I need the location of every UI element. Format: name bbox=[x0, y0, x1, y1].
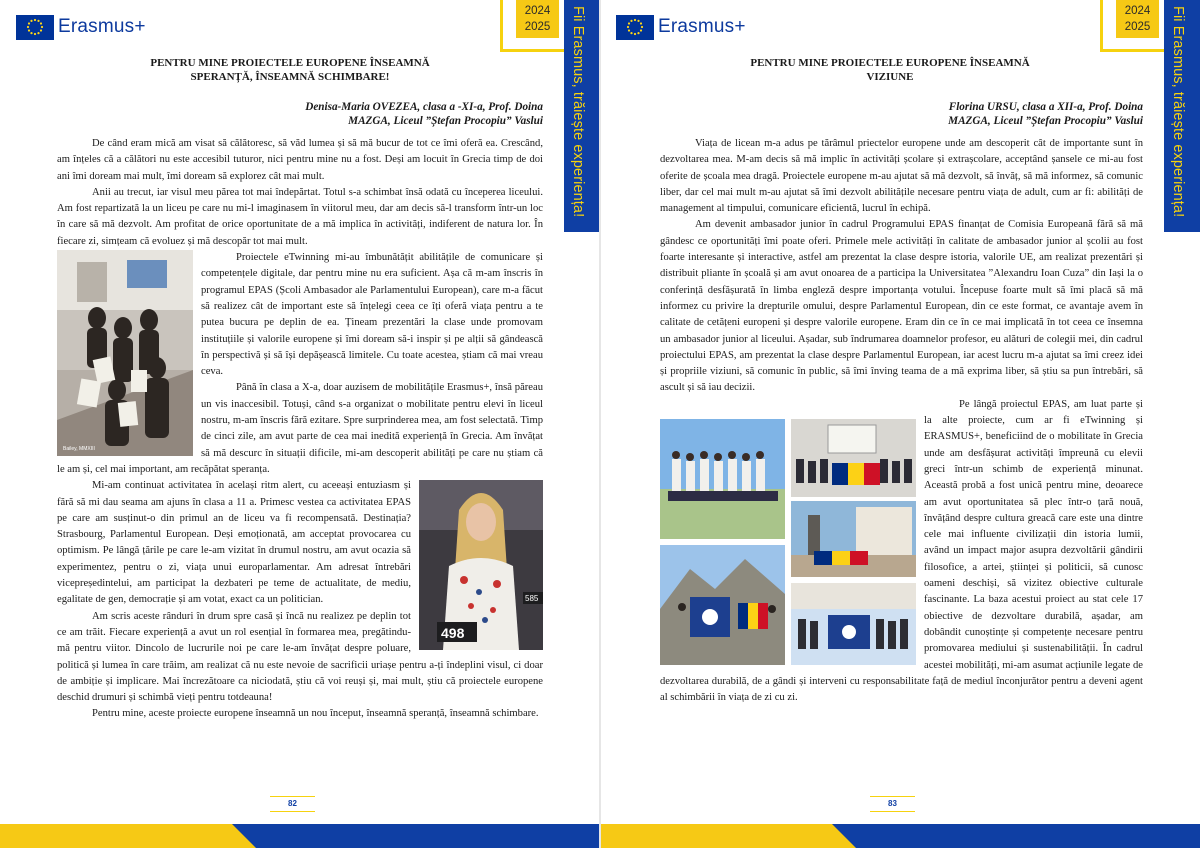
article-title bbox=[120, 56, 460, 84]
article-author bbox=[840, 100, 1143, 128]
collage-photo-4 bbox=[660, 545, 785, 665]
title-line: PENTRU MINE PROIECTELE EUROPENE ÎNSEAMNĂ bbox=[150, 57, 430, 69]
brand-name: Erasmus+ bbox=[58, 16, 146, 37]
page-number: 82 bbox=[270, 796, 315, 812]
photo-students-stairs bbox=[57, 250, 193, 456]
author-line: MAZGA, Liceul ”Ștefan Procopiu” Vaslui bbox=[948, 115, 1143, 127]
brand-name: Erasmus+ bbox=[658, 16, 746, 37]
title-line: PENTRU MINE PROIECTELE EUROPENE ÎNSEAMNĂ bbox=[750, 57, 1030, 69]
year-bottom: 2025 bbox=[1124, 21, 1151, 33]
paragraph: Proiectele eTwinning mi-au îmbunătățit abilitățile de comunicare și competențele digitale, dar pentru mine nu era suficient. Așa că m-am înscris în programul EPAS (Școli Ambasador ale Parlamentului European), care m-a făcut să realizez cât de important este să înțelegi ceea ce îți oferă viața pentru a te putea bucura pe deplin de ea. Țineam prezentări la clase unde promovam instituțiile și valorile europene și îmi doream să-i inspir și pe alții să gândească în perspectivă și să își depășească limitele. Cu toate acestea, știam că mai vreau ceva. bbox=[201, 252, 543, 378]
article-body bbox=[660, 136, 1143, 706]
slogan-band bbox=[564, 0, 600, 232]
paragraph: Pentru mine, aceste proiecte europene înseamnă un nou început, înseamnă speranță, înseamnă schimbare. bbox=[92, 708, 539, 720]
title-line: VIZIUNE bbox=[866, 71, 914, 83]
page-right bbox=[600, 0, 1200, 848]
paragraph: Mi-am continuat activitatea în același ritm alert, cu aceeași entuziasm și fără să mi dau seama am ajuns în clasa a 11 a. Primesc vestea ca activitatea EPAS pe care am susținut-o din primul an de liceu va fi recompensată. Destinația? Strasbourg, Parlamentul European. Deși emoționată, am acceptat provocarea cu optimism. Pe lângă țările pe care le-am vizitat în drumul nostru, am avut ocazia să experimentez, pentru o zi, viața unui europarlamentar. Am adresat întrebări vicepreședintelui, am participat la dezbateri pe teme de actualitate, de mediu, egalitate de gen, democrație și am votat, exact ca un politician. bbox=[57, 480, 411, 606]
photo-parliament-speaker bbox=[419, 480, 543, 650]
paragraph: Până în clasa a X-a, doar auzisem de mobilitățile Erasmus+, însă păreau un vis inaccesibil. Totuși, când s-a organizat o mobilitate pentru elevi în liceul nostru, m-am înscris fără ezitare. Spre surprinderea mea, am fost selectată. Timp de cinci zile, am avut parte de cea mai inedită experiență în Grecia. Am învățat să mă descurc în situații dificile, mi-am descoperit abilități pe care nu știam că le am și, cel mai important, am recăpătat speranța. bbox=[57, 382, 543, 475]
paragraph: Pe lângă proiectul EPAS, am luat parte și la alte proiecte, cum ar fi eTwinning și ERASMUS+, beneficiind de o mobilitate în Grecia unde am desfășurat activități împreună cu elevii greci într-un schimb de experiență minunat. Această probă a fost unică pentru mine, deoarece am avut oportunitatea să plec într-o țară nouă, învățând despre cultura greacă care este una dintre cele mai influente civilizații din istoria lumii, având un impact major asupra dezvoltării gândirii filosofice, a artei, științei și politicii, să cunosc oameni deschiși, să vizitez obiective culturale fascinante. La baza acestui proiect au stat cele 17 obiective de dezvoltare durabilă, așadar, am dobândit cunoștințe și competențe necesare pentru promovarea mediului și sustenabilității. În cadrul acestei mobilități, mi-am asumat acțiunile legate de dezvoltarea durabilă, de a gândi și interveni cu responsabilitate față de mediul înconjurător pentru a deveni agent al schimbării în viața de zi cu zi. bbox=[660, 398, 1143, 704]
collage-photo-3 bbox=[791, 501, 916, 577]
slogan-band bbox=[1164, 0, 1200, 232]
photo-collage bbox=[660, 419, 916, 665]
article-body bbox=[57, 136, 543, 723]
author-line: Florina URSU, clasa a XII-a, Prof. Doina bbox=[948, 101, 1143, 113]
footer-blue-band bbox=[232, 824, 600, 848]
collage-photo-1 bbox=[660, 419, 785, 539]
spread-gutter bbox=[599, 0, 601, 848]
erasmus-logo bbox=[16, 14, 146, 40]
year-top: 2024 bbox=[1124, 5, 1151, 17]
year-badge bbox=[516, 0, 559, 38]
collage-photo-2 bbox=[791, 419, 916, 497]
year-badge bbox=[1116, 0, 1159, 38]
erasmus-logo bbox=[616, 14, 746, 40]
seat-number: 498 bbox=[441, 625, 465, 642]
paragraph: Am scris aceste rânduri în drum spre casă și încă nu realizez pe deplin tot ce am trăit. Fiecare experiență a avut un rol esențial în formarea mea, pregătindu-mă pentru viitor. Dincolo de lucrurile noi pe care le-am învățat despre poluare, politică și lumea în care trăim, am realizat că nu este nevoie de sacrificii uriașe pentru a-ți îndeplini visul, ci doar de ambiție și implicare. Mai încrezătoare ca niciodată, știu că voi reuși și, mai mult, știu că proiectele europene deschid drumuri și schimbă vieți pentru totdeauna! bbox=[57, 610, 543, 704]
article-title bbox=[720, 56, 1060, 84]
slogan-text: Fii Erasmus, trăiește experiența! bbox=[1170, 6, 1186, 218]
title-line: SPERANȚĂ, ÎNSEAMNĂ SCHIMBARE! bbox=[190, 71, 390, 83]
eu-flag-icon bbox=[616, 15, 654, 40]
author-line: Denisa-Maria OVEZEA, clasa a -XI-a, Prof. Doina bbox=[305, 101, 543, 113]
article-author bbox=[240, 100, 543, 128]
paragraph: Anii au trecut, iar visul meu părea tot mai îndepărtat. Totul s-a schimbat însă odată cu începerea liceului. Am fost repartizată la un liceu pe care nu mi-l imaginasem în viitorul meu, dar am decis să-l transform într-un loc în care să mă dezvolt. Am profitat de orice oportunitate de a mă implica în activități, indiferent de natura lor. În fiecare zi, simțeam că evoluez și mă descopăr tot mai mult. bbox=[57, 186, 543, 247]
year-bottom: 2025 bbox=[524, 21, 551, 33]
paragraph: Am devenit ambasador junior în cadrul Programului EPAS finanțat de Comisia Europeană fără să mă gândesc ce oportunități îmi poate oferi. Primele mele activități în calitate de ambasador junior al școlii au fost foarte interesante și interactive, astfel am prezentat la clase despre istoria, valorile UE, am realizat prezentări și distribuit pliante în școală și am avut onoarea de a participa la Universitatea ”Alexandru Ioan Cuza” din Iași la o conferință desfășurată în limba engleză despre importanța votului. Începuse foarte mult să îmi placă să mă informez cu privire la drepturile omului, despre Parlamentul European, din ce este format, ce avantaje avem în calitate de cetățeni europeni și despre valorile europene. Eram din ce în ce mai implicată în tot ceea ce însemna un ambasador junior al liceului. Așadar, sub îndrumarea doamnelor profesor, eu alături de colegii mei, din cadrul proiectului EPAS, am prezentat la clase despre Parlamentul European, iar acest lucru m-a ajutat sa îmi creez idei și propriile viziuni, să comunic în public, să îmi înving teama de a mă exprima liber, să știu sa pun întrebări, să ascult și să iau decizii. bbox=[660, 219, 1143, 394]
seat-number-2: 585 bbox=[525, 594, 539, 604]
slogan-text: Fii Erasmus, trăiește experiența! bbox=[570, 6, 586, 218]
collage-photo-5 bbox=[791, 583, 916, 665]
paragraph: De când eram mică am visat să călătoresc, să văd lumea și să mă bucur de tot ce îmi oferă ea. Crescând, am înțeles că a călători nu este accesibil tuturor, nici pentru mine nu a fost. Deși am locuit în Grecia timp de doi ani îmi doream mai mult, îmi doream să explorez cât mai mult. bbox=[57, 138, 543, 182]
author-line: MAZGA, Liceul ”Ștefan Procopiu” Vaslui bbox=[348, 115, 543, 127]
paragraph: Viața de licean m-a adus pe tărâmul priectelor europene unde am descoperit cât de importante sunt în dezvoltarea mea. M-am decis să mă implic în activități școlare și extrașcolare, acceptând șansele ce mi-au fost oferite de școala mea dragă. Proiectele europene m-au ajutat să mă dezvolt, să învăț, să mă informez, să comunic liber, dar cel mai mult m-au ajutat să îmi dezvolt abilitățile necesare pentru viața de adult, cum ar fi: abilități de management al timpului, comunicare eficientă, lucrul în echipă. bbox=[660, 138, 1143, 215]
page-number: 83 bbox=[870, 796, 915, 812]
year-top: 2024 bbox=[524, 5, 551, 17]
eu-flag-icon bbox=[16, 15, 54, 40]
photo-caption: Bailey, MMXIII bbox=[63, 446, 95, 453]
footer-blue-band bbox=[832, 824, 1200, 848]
